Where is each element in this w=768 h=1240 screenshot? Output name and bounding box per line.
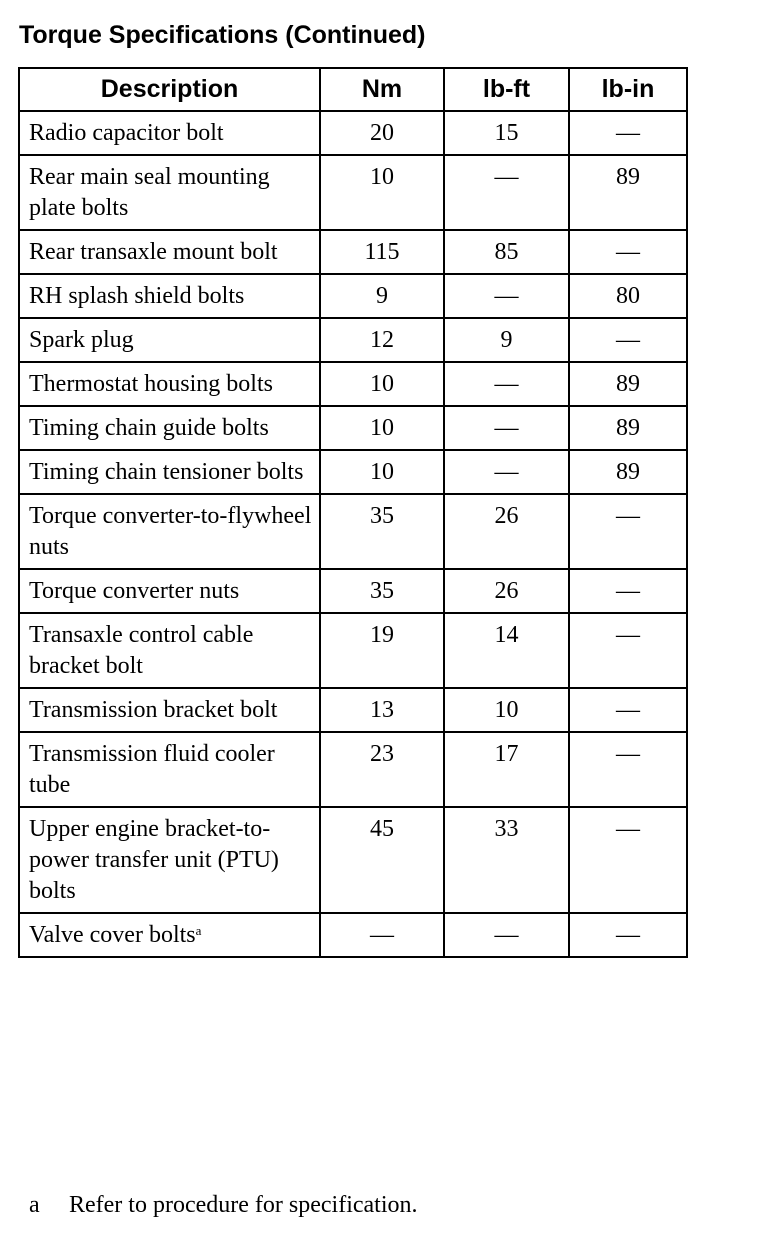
cell-lb-in: 89 [569,406,687,450]
cell-lb-ft: — [444,450,569,494]
footnote-reference: a [195,923,202,938]
cell-description: Timing chain tensioner bolts [19,450,320,494]
cell-description: Timing chain guide bolts [19,406,320,450]
cell-lb-in: 89 [569,362,687,406]
cell-lb-ft: — [444,274,569,318]
table-row [19,732,687,807]
cell-lb-ft: — [444,155,569,230]
torque-spec-table [18,67,688,958]
table-row [19,613,687,688]
cell-nm: 115 [320,230,444,274]
column-header-nm: Nm [320,68,444,111]
cell-lb-ft: 10 [444,688,569,732]
cell-lb-in: — [569,569,687,613]
cell-description-text: Valve cover bolts [29,922,196,948]
cell-lb-ft: 26 [444,494,569,569]
cell-lb-ft: 9 [444,318,569,362]
cell-lb-in: — [569,613,687,688]
cell-lb-in: 89 [569,155,687,230]
cell-description: Torque converter nuts [19,569,320,613]
cell-nm: 19 [320,613,444,688]
table-row [19,494,687,569]
table-row [19,111,687,155]
table-row [19,688,687,732]
cell-lb-in: — [569,494,687,569]
cell-nm: 35 [320,569,444,613]
footnote-marker: a [29,1192,40,1218]
cell-lb-in: — [569,230,687,274]
table-row [19,406,687,450]
cell-nm: 13 [320,688,444,732]
cell-lb-in: — [569,318,687,362]
cell-lb-in: — [569,807,687,913]
cell-lb-ft: — [444,362,569,406]
cell-nm: — [320,913,444,957]
cell-description: Transmission bracket bolt [19,688,320,732]
cell-lb-ft: 26 [444,569,569,613]
cell-nm: 10 [320,406,444,450]
cell-nm: 45 [320,807,444,913]
cell-nm: 12 [320,318,444,362]
cell-description: Spark plug [19,318,320,362]
cell-lb-ft: 15 [444,111,569,155]
cell-description [19,913,320,957]
cell-nm: 10 [320,155,444,230]
footnote [29,1190,418,1221]
table-row [19,913,687,957]
table-row [19,362,687,406]
cell-description: Thermostat housing bolts [19,362,320,406]
table-row [19,230,687,274]
page-title: Torque Specifications (Continued) [19,21,426,49]
cell-nm: 35 [320,494,444,569]
cell-description: Rear main seal mounting plate bolts [19,155,320,230]
cell-description: RH splash shield bolts [19,274,320,318]
cell-lb-ft: — [444,913,569,957]
cell-lb-ft: 14 [444,613,569,688]
table-header-row [19,68,687,111]
column-header-description: Description [19,68,320,111]
cell-lb-in: — [569,688,687,732]
table-row [19,155,687,230]
cell-description: Radio capacitor bolt [19,111,320,155]
footnote-text: Refer to procedure for specification. [69,1192,418,1218]
cell-description: Rear transaxle mount bolt [19,230,320,274]
cell-description: Transmission fluid cooler tube [19,732,320,807]
cell-lb-ft: 85 [444,230,569,274]
cell-lb-in: 89 [569,450,687,494]
cell-nm: 10 [320,362,444,406]
cell-description: Upper engine bracket-to-power transfer unit (PTU) bolts [19,807,320,913]
cell-lb-in: — [569,732,687,807]
cell-lb-in: — [569,913,687,957]
column-header-lb-in: lb-in [569,68,687,111]
cell-lb-ft: — [444,406,569,450]
table-row [19,450,687,494]
table-row [19,318,687,362]
table-row [19,807,687,913]
cell-description: Transaxle control cable bracket bolt [19,613,320,688]
cell-lb-ft: 33 [444,807,569,913]
cell-nm: 10 [320,450,444,494]
cell-nm: 23 [320,732,444,807]
column-header-lb-ft: lb-ft [444,68,569,111]
cell-description: Torque converter-to-flywheel nuts [19,494,320,569]
table-row [19,569,687,613]
cell-lb-ft: 17 [444,732,569,807]
cell-lb-in: 80 [569,274,687,318]
cell-lb-in: — [569,111,687,155]
cell-nm: 20 [320,111,444,155]
cell-nm: 9 [320,274,444,318]
table-row [19,274,687,318]
